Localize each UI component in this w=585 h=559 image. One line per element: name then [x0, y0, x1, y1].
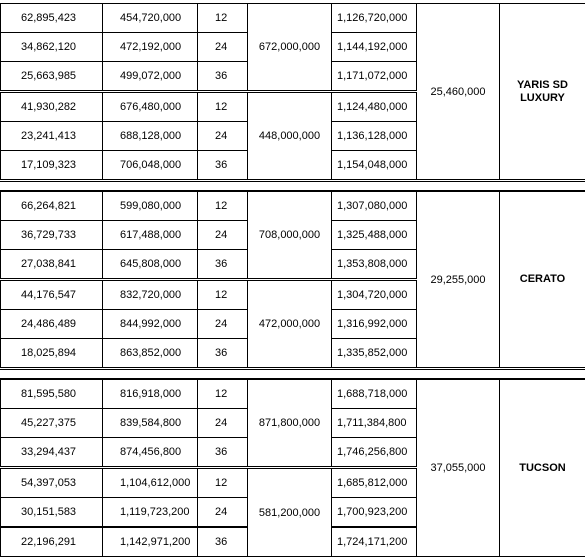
term-cell: 36 — [198, 62, 248, 92]
loan-amount-cell: 454,720,000 — [103, 4, 198, 33]
term-cell: 36 — [198, 151, 248, 180]
monthly-payment-cell: 41,930,282 — [1, 92, 103, 122]
term-cell: 24 — [198, 498, 248, 528]
monthly-payment-cell: 33,294,437 — [1, 438, 103, 468]
group-separator — [0, 181, 585, 191]
loan-amount-cell: 645,808,000 — [103, 250, 198, 280]
table-row — [1, 380, 585, 409]
loan-amount-cell: 832,720,000 — [103, 280, 198, 310]
term-cell: 24 — [198, 221, 248, 250]
total-cell: 1,724,171,200 — [332, 527, 417, 557]
down-payment-cell: 448,000,000 — [248, 92, 332, 180]
loan-amount-cell: 1,119,723,200 — [103, 498, 198, 528]
fee-cell: 29,255,000 — [417, 192, 500, 368]
down-payment-cell: 708,000,000 — [248, 192, 332, 280]
loan-amount-cell: 1,142,971,200 — [103, 527, 198, 557]
down-payment-cell: 581,200,000 — [248, 468, 332, 557]
down-payment-cell: 472,000,000 — [248, 280, 332, 368]
term-cell: 24 — [198, 122, 248, 151]
monthly-payment-cell: 62,895,423 — [1, 4, 103, 33]
total-cell: 1,144,192,000 — [332, 33, 417, 62]
loan-amount-cell: 706,048,000 — [103, 151, 198, 180]
down-payment-cell: 672,000,000 — [248, 4, 332, 92]
total-cell: 1,685,812,000 — [332, 468, 417, 498]
total-cell: 1,124,480,000 — [332, 92, 417, 122]
loan-amount-cell: 839,584,800 — [103, 409, 198, 438]
total-cell: 1,746,256,800 — [332, 438, 417, 468]
term-cell: 36 — [198, 438, 248, 468]
total-cell: 1,307,080,000 — [332, 192, 417, 221]
loan-amount-cell: 472,192,000 — [103, 33, 198, 62]
monthly-payment-cell: 23,241,413 — [1, 122, 103, 151]
term-cell: 12 — [198, 92, 248, 122]
table-row — [1, 192, 585, 221]
monthly-payment-cell: 24,486,489 — [1, 310, 103, 339]
term-cell: 36 — [198, 527, 248, 557]
monthly-payment-cell: 45,227,375 — [1, 409, 103, 438]
loan-amount-cell: 617,488,000 — [103, 221, 198, 250]
loan-amount-cell: 688,128,000 — [103, 122, 198, 151]
monthly-payment-cell: 18,025,894 — [1, 339, 103, 368]
total-cell: 1,700,923,200 — [332, 498, 417, 528]
price-table-cerato — [0, 191, 585, 368]
term-cell: 36 — [198, 339, 248, 368]
price-table-yaris — [0, 3, 585, 180]
monthly-payment-cell: 81,595,580 — [1, 380, 103, 409]
loan-amount-cell: 816,918,000 — [103, 380, 198, 409]
down-payment-cell: 871,800,000 — [248, 380, 332, 468]
monthly-payment-cell: 25,663,985 — [1, 62, 103, 92]
total-cell: 1,136,128,000 — [332, 122, 417, 151]
total-cell: 1,711,384,800 — [332, 409, 417, 438]
monthly-payment-cell: 17,109,323 — [1, 151, 103, 180]
monthly-payment-cell: 22,196,291 — [1, 527, 103, 557]
model-name-cell: CERATO — [500, 192, 585, 368]
total-cell: 1,353,808,000 — [332, 250, 417, 280]
total-cell: 1,335,852,000 — [332, 339, 417, 368]
monthly-payment-cell: 54,397,053 — [1, 468, 103, 498]
loan-amount-cell: 874,456,800 — [103, 438, 198, 468]
total-cell: 1,316,992,000 — [332, 310, 417, 339]
monthly-payment-cell: 66,264,821 — [1, 192, 103, 221]
fee-cell: 37,055,000 — [417, 380, 500, 557]
term-cell: 24 — [198, 33, 248, 62]
monthly-payment-cell: 36,729,733 — [1, 221, 103, 250]
monthly-payment-cell: 30,151,583 — [1, 498, 103, 528]
total-cell: 1,154,048,000 — [332, 151, 417, 180]
term-cell: 12 — [198, 380, 248, 409]
term-cell: 12 — [198, 468, 248, 498]
term-cell: 24 — [198, 310, 248, 339]
fee-cell: 25,460,000 — [417, 4, 500, 180]
term-cell: 24 — [198, 409, 248, 438]
loan-amount-cell: 844,992,000 — [103, 310, 198, 339]
loan-amount-cell: 599,080,000 — [103, 192, 198, 221]
table-row — [1, 4, 585, 33]
total-cell: 1,688,718,000 — [332, 380, 417, 409]
model-name-cell: TUCSON — [500, 380, 585, 557]
term-cell: 12 — [198, 280, 248, 310]
total-cell: 1,126,720,000 — [332, 4, 417, 33]
monthly-payment-cell: 34,862,120 — [1, 33, 103, 62]
price-table-tucson — [0, 379, 585, 557]
term-cell: 12 — [198, 192, 248, 221]
total-cell: 1,304,720,000 — [332, 280, 417, 310]
total-cell: 1,325,488,000 — [332, 221, 417, 250]
loan-amount-cell: 499,072,000 — [103, 62, 198, 92]
loan-amount-cell: 676,480,000 — [103, 92, 198, 122]
term-cell: 36 — [198, 250, 248, 280]
monthly-payment-cell: 27,038,841 — [1, 250, 103, 280]
loan-amount-cell: 863,852,000 — [103, 339, 198, 368]
term-cell: 12 — [198, 4, 248, 33]
loan-amount-cell: 1,104,612,000 — [103, 468, 198, 498]
group-separator — [0, 369, 585, 379]
model-name-cell: YARIS SD LUXURY — [500, 4, 585, 180]
total-cell: 1,171,072,000 — [332, 62, 417, 92]
monthly-payment-cell: 44,176,547 — [1, 280, 103, 310]
